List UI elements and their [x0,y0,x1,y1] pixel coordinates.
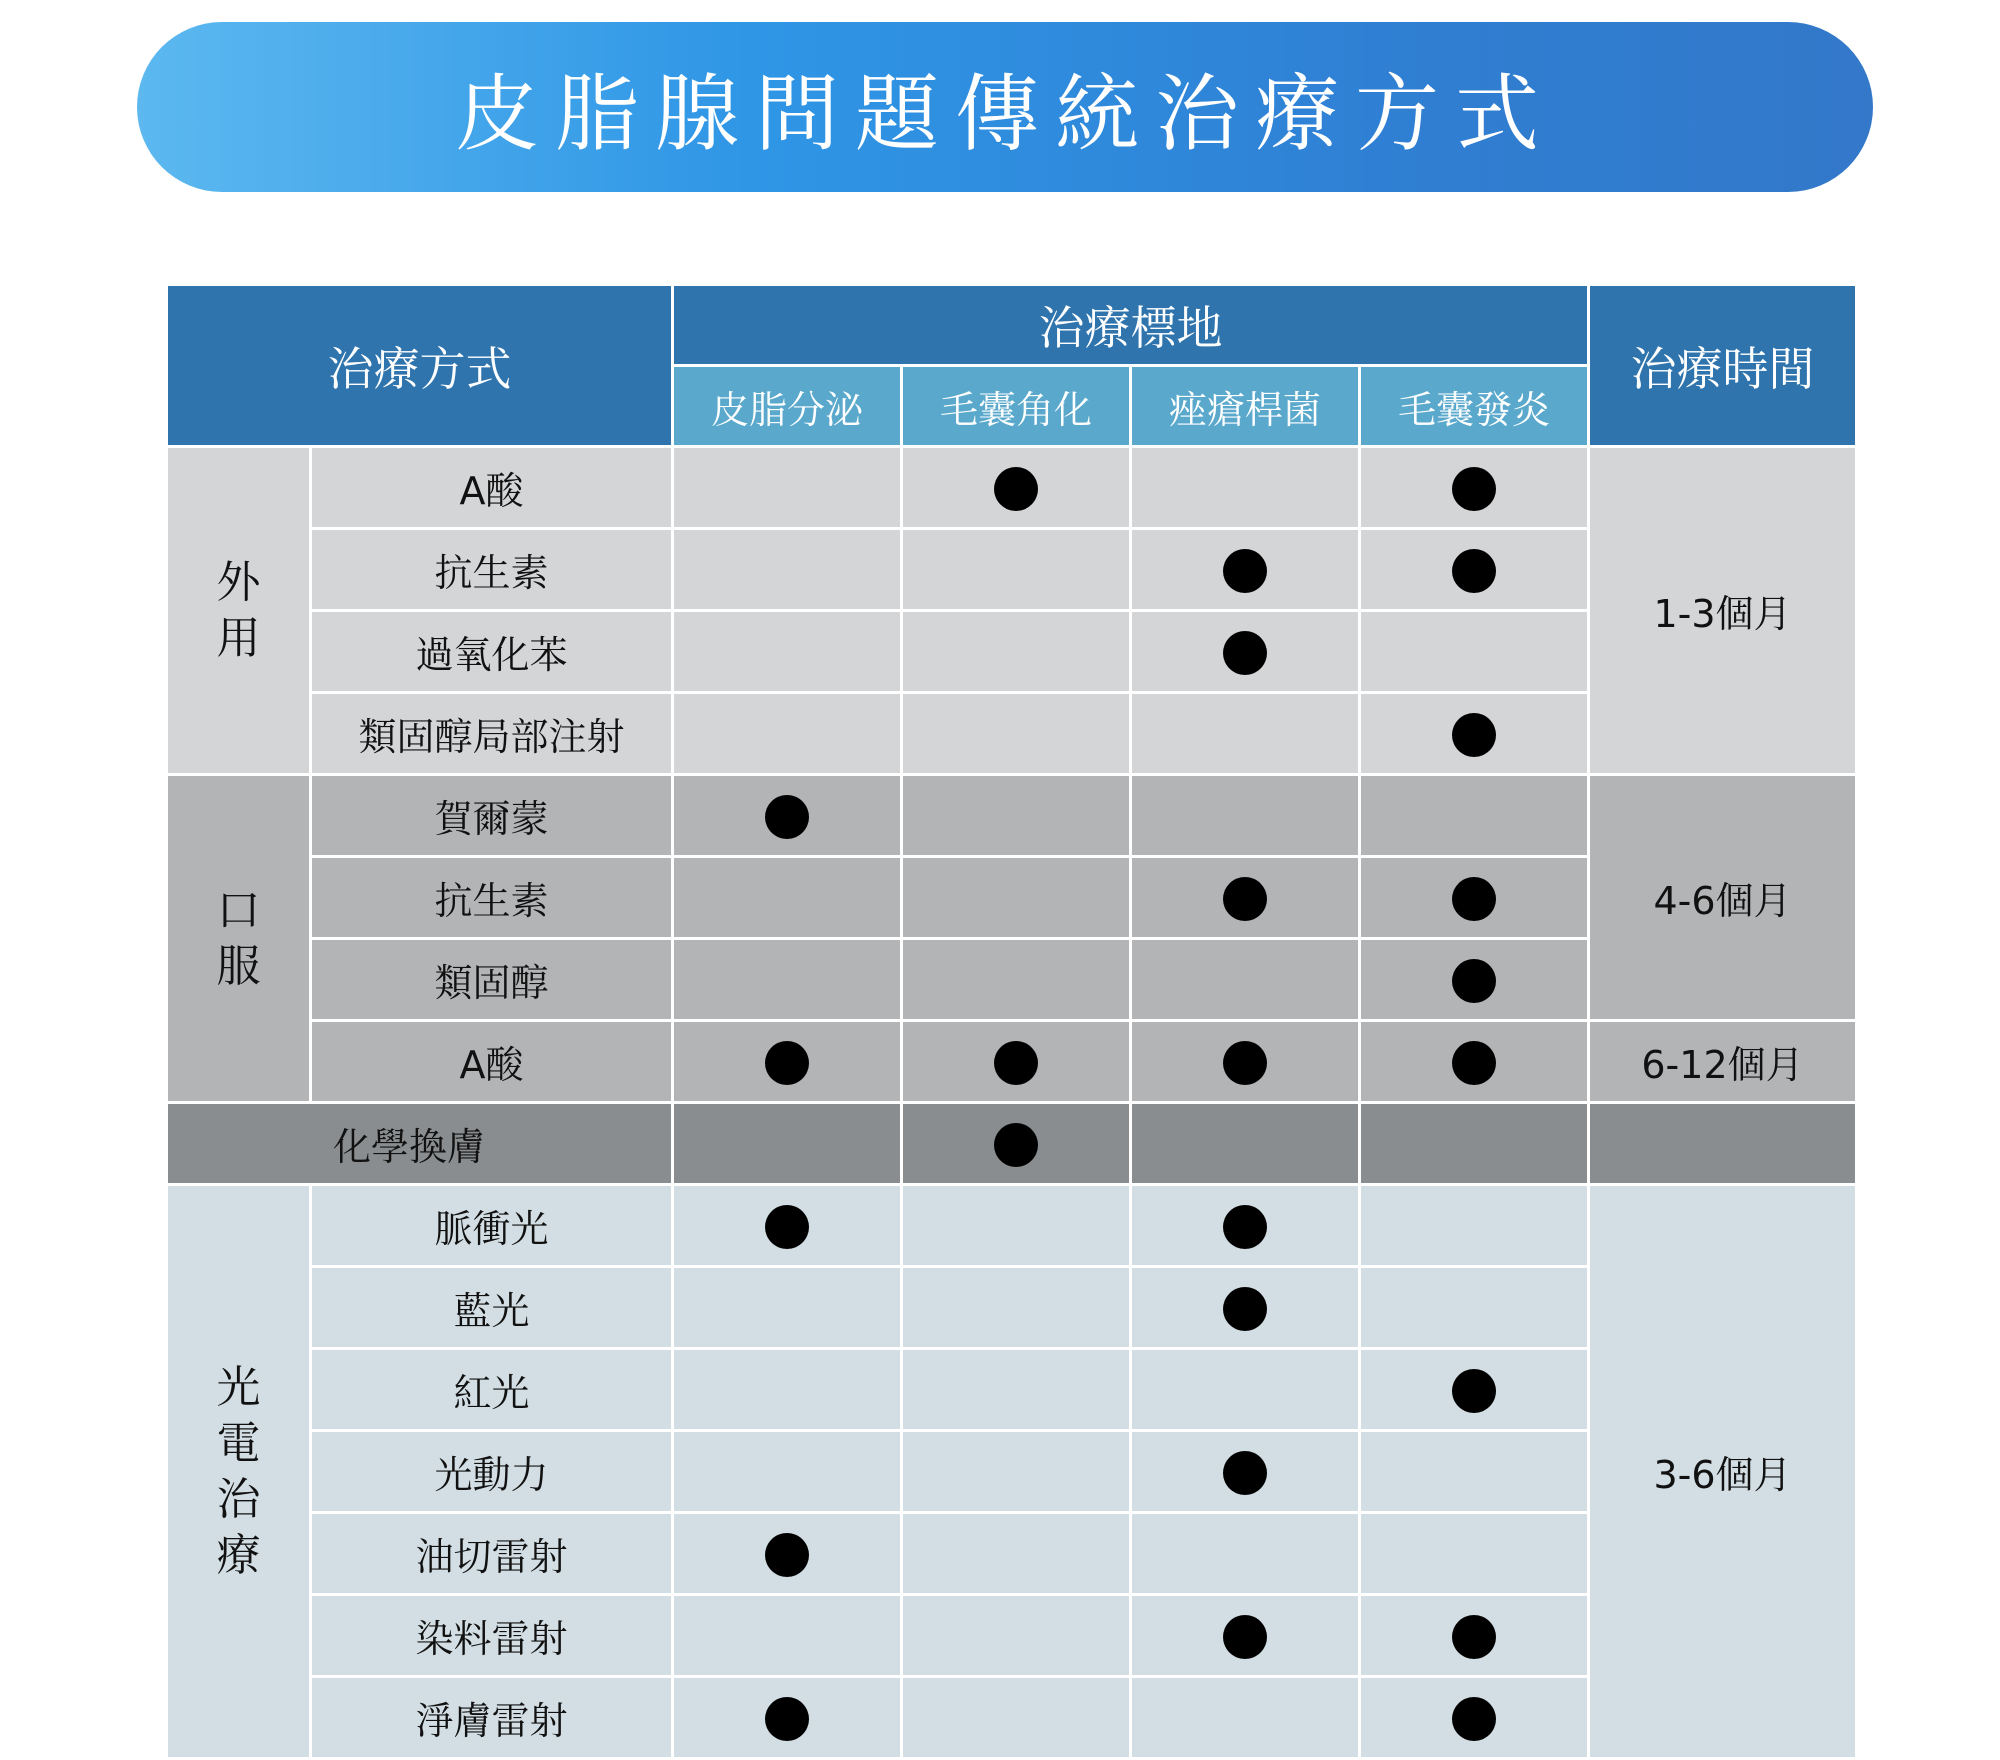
target-cell [902,447,1131,529]
target-cell [902,529,1131,611]
filled-dot-icon [1452,467,1496,511]
filled-dot-icon [1452,1041,1496,1085]
target-cell [673,447,902,529]
duration-cell: 1-3個月 [1589,447,1857,775]
row-name: 化學換膚 [167,1103,673,1185]
category-char: 電 [216,1417,261,1469]
filled-dot-icon [1452,1697,1496,1741]
target-cell [1131,1103,1360,1185]
header-target-sebum: 皮脂分泌 [673,366,902,447]
filled-dot-icon [1223,1287,1267,1331]
row-name: 淨膚雷射 [311,1677,673,1759]
target-cell [673,693,902,775]
filled-dot-icon [994,1123,1038,1167]
row-name: 脈衝光 [311,1185,673,1267]
category-oral [167,775,311,1103]
target-cell [1360,1349,1589,1431]
page-title: 皮脂腺問題傳統治療方式 [454,64,1555,163]
target-cell [902,693,1131,775]
target-cell [902,939,1131,1021]
row-name: 賀爾蒙 [311,775,673,857]
filled-dot-icon [994,467,1038,511]
header-target: 治療標地 [673,285,1589,366]
row-name: 類固醇局部注射 [311,693,673,775]
row-name: 藍光 [311,1267,673,1349]
target-cell [1131,529,1360,611]
filled-dot-icon [765,795,809,839]
row-name: 紅光 [311,1349,673,1431]
filled-dot-icon [1223,631,1267,675]
target-cell [673,1349,902,1431]
target-cell [902,775,1131,857]
target-cell [1131,1513,1360,1595]
target-cell [902,1595,1131,1677]
filled-dot-icon [765,1041,809,1085]
row-name: 油切雷射 [311,1513,673,1595]
target-cell [1360,1267,1589,1349]
row-name: 抗生素 [311,529,673,611]
target-cell [673,1431,902,1513]
target-cell [1360,1677,1589,1759]
row-name: 染料雷射 [311,1595,673,1677]
table-row [167,775,1857,857]
target-cell [673,1267,902,1349]
header-target-inflammation: 毛囊發炎 [1360,366,1589,447]
target-cell [1360,611,1589,693]
target-cell [673,1677,902,1759]
table-row [167,1021,1857,1103]
row-name: A酸 [311,447,673,529]
duration-cell [1589,1103,1857,1185]
target-cell [1360,1513,1589,1595]
target-cell [902,1513,1131,1595]
treatment-table [165,283,1858,1760]
target-cell [673,1021,902,1103]
target-cell [1360,447,1589,529]
row-name: 光動力 [311,1431,673,1513]
category-char: 外 [216,556,261,608]
target-cell [1131,1677,1360,1759]
target-cell [673,775,902,857]
target-cell [1131,1349,1360,1431]
filled-dot-icon [1223,1041,1267,1085]
target-cell [673,1513,902,1595]
filled-dot-icon [765,1697,809,1741]
filled-dot-icon [1452,959,1496,1003]
header-time: 治療時間 [1589,285,1857,447]
row-name: 抗生素 [311,857,673,939]
header-target-keratinization: 毛囊角化 [902,366,1131,447]
filled-dot-icon [1223,877,1267,921]
target-cell [1131,775,1360,857]
target-cell [1360,1021,1589,1103]
target-cell [1131,611,1360,693]
header-method: 治療方式 [167,285,673,447]
filled-dot-icon [1223,1615,1267,1659]
target-cell [902,1349,1131,1431]
target-cell [902,1431,1131,1513]
target-cell [902,1267,1131,1349]
filled-dot-icon [1452,1615,1496,1659]
target-cell [1360,775,1589,857]
target-cell [902,1185,1131,1267]
target-cell [1131,939,1360,1021]
filled-dot-icon [1452,713,1496,757]
target-cell [1360,693,1589,775]
table-row [167,1185,1857,1267]
target-cell [902,611,1131,693]
target-cell [1360,1185,1589,1267]
category-char: 療 [216,1529,261,1581]
category-external [167,447,311,775]
target-cell [673,939,902,1021]
target-cell [902,1677,1131,1759]
target-cell [902,857,1131,939]
target-cell [1131,1595,1360,1677]
target-cell [1360,1595,1589,1677]
filled-dot-icon [1223,1205,1267,1249]
target-cell [673,1103,902,1185]
row-name: A酸 [311,1021,673,1103]
table-row [167,447,1857,529]
target-cell [1360,939,1589,1021]
target-cell [673,529,902,611]
target-cell [902,1021,1131,1103]
filled-dot-icon [765,1205,809,1249]
duration-cell: 6-12個月 [1589,1021,1857,1103]
filled-dot-icon [1223,1451,1267,1495]
category-char: 用 [216,612,261,664]
filled-dot-icon [994,1041,1038,1085]
target-cell [1360,1431,1589,1513]
row-name: 過氧化苯 [311,611,673,693]
target-cell [1131,1185,1360,1267]
target-cell [673,1595,902,1677]
header-target-acnes-bacteria: 痤瘡桿菌 [1131,366,1360,447]
filled-dot-icon [1452,549,1496,593]
target-cell [1131,857,1360,939]
category-char: 口 [216,884,261,936]
filled-dot-icon [765,1533,809,1577]
target-cell [1131,1431,1360,1513]
category-char: 治 [216,1473,261,1525]
target-cell [902,1103,1131,1185]
category-char: 光 [216,1361,261,1413]
target-cell [1360,857,1589,939]
category-char: 服 [216,940,261,992]
title-banner [137,22,1873,192]
target-cell [1360,1103,1589,1185]
target-cell [673,1185,902,1267]
filled-dot-icon [1223,549,1267,593]
target-cell [1131,1267,1360,1349]
target-cell [1131,1021,1360,1103]
target-cell [1131,447,1360,529]
filled-dot-icon [1452,877,1496,921]
filled-dot-icon [1452,1369,1496,1413]
table-row [167,1103,1857,1185]
target-cell [1360,529,1589,611]
target-cell [1131,693,1360,775]
duration-cell: 3-6個月 [1589,1185,1857,1759]
row-name: 類固醇 [311,939,673,1021]
target-cell [673,611,902,693]
category-light-therapy [167,1185,311,1759]
target-cell [673,857,902,939]
duration-cell: 4-6個月 [1589,775,1857,1021]
